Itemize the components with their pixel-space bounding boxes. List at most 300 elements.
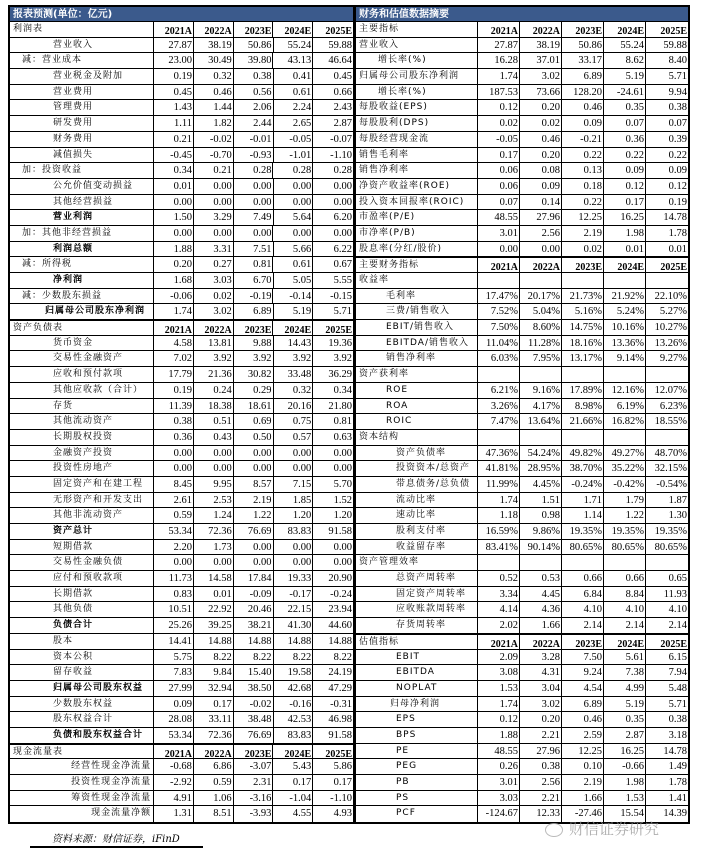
cell-value: 1.53 — [478, 681, 520, 696]
cell-value: 0.00 — [194, 195, 234, 210]
cell-value: 1.41 — [668, 792, 687, 804]
cell-value: 0.00 — [274, 555, 314, 570]
cell-value: 0.00 — [333, 541, 352, 553]
row-label: 应收账款周转率 — [356, 602, 478, 617]
cell-value: 23.94 — [328, 604, 352, 616]
cell-value — [562, 273, 604, 288]
cell-value: 5.64 — [274, 210, 314, 225]
cell-value: 83.83 — [274, 524, 314, 539]
row-label: 营业税金及附加 — [10, 69, 154, 84]
table-row — [356, 650, 688, 666]
table-row — [10, 587, 353, 603]
cell-value: 0.00 — [154, 226, 194, 241]
row-label: 资产负债率 — [356, 446, 478, 461]
cell-value: 4.55 — [273, 806, 313, 822]
source-note: 资料来源：财信证券，iFinD — [52, 834, 180, 845]
row-label: EBITDA/销售收入 — [356, 336, 478, 351]
table-row — [10, 634, 353, 650]
cell-value: 38.19 — [194, 38, 234, 53]
table-row — [10, 665, 353, 681]
cell-value: 0.00 — [520, 242, 562, 257]
cell-value: 0.52 — [478, 571, 520, 586]
cell-value: 0.36 — [154, 430, 194, 445]
section-header-label: 利润表 — [10, 22, 154, 37]
cell-value: 0.32 — [194, 69, 234, 84]
cell-value: 1.74 — [478, 493, 520, 508]
cell-value: 55.24 — [604, 38, 646, 53]
cell-value: 1.24 — [194, 508, 234, 523]
cell-value: 5.04% — [520, 304, 562, 319]
cell-value: 33.11 — [194, 712, 234, 727]
cell-value: 3.02 — [194, 304, 234, 319]
row-label: 应收和预付款项 — [10, 367, 154, 382]
cell-value: 2.59 — [562, 728, 604, 743]
row-label: 公允价值变动损益 — [10, 179, 154, 194]
year-header: 2022A — [520, 258, 562, 272]
cell-value: 3.18 — [668, 729, 687, 741]
row-label: 经营性现金净流量 — [10, 759, 154, 774]
cell-value: -0.05 — [478, 132, 520, 147]
cell-value: -1.10 — [330, 792, 352, 804]
table-row — [10, 367, 353, 383]
cell-value: 1.49 — [668, 761, 687, 773]
cell-value: 8.22 — [194, 650, 234, 665]
cell-value: 14.43 — [274, 336, 314, 351]
forecast-table-title: 报表预测(单位：亿元) — [10, 7, 353, 22]
row-label: 营业费用 — [10, 85, 154, 100]
table-row — [356, 665, 688, 681]
cell-value: 7.94 — [668, 667, 687, 679]
table-row — [356, 414, 688, 430]
cell-value: 22.92 — [194, 602, 234, 617]
cell-value: 15.54 — [604, 806, 646, 822]
section-header-row — [10, 320, 353, 336]
table-row — [356, 100, 688, 116]
cell-value: 91.58 — [328, 526, 352, 537]
cell-value: 0.08 — [520, 163, 562, 178]
cell-value: 11.73 — [154, 571, 194, 586]
cell-value: 43.13 — [273, 53, 313, 68]
cell-value: 18.38 — [194, 399, 234, 414]
cell-value: 21.66% — [562, 414, 604, 429]
cell-value: 18.61 — [234, 399, 274, 414]
cell-value: 9.95 — [194, 477, 234, 492]
cell-value: 0.61 — [274, 85, 314, 100]
cell-value: 14.41 — [154, 634, 194, 649]
cell-value: 0.09 — [668, 165, 687, 177]
cell-value: 0.66 — [604, 571, 646, 586]
table-row — [356, 148, 688, 164]
cell-value: 0.02 — [194, 289, 234, 304]
table-row — [356, 367, 688, 383]
cell-value: 7.49 — [234, 210, 274, 225]
cell-value: 37.01 — [520, 53, 562, 68]
cell-value: 0.22 — [604, 148, 646, 163]
cell-value: 0.00 — [273, 226, 313, 241]
cell-value: 6.86 — [194, 759, 234, 774]
cell-value: 13.81 — [194, 336, 234, 351]
cell-value — [520, 367, 562, 382]
table-row — [356, 383, 688, 399]
cell-value: 0.26 — [478, 759, 520, 774]
cell-value: 0.38 — [668, 714, 687, 726]
cell-value: 0.20 — [154, 257, 194, 272]
row-label: 每股经营现金流 — [356, 132, 478, 147]
table-row — [10, 712, 353, 728]
table-row — [356, 69, 688, 85]
section-header-row — [356, 257, 688, 273]
row-label: 营业收入 — [10, 38, 154, 53]
cell-value: 0.00 — [274, 446, 314, 461]
row-label: 金融资产投资 — [10, 446, 154, 461]
cell-value: 5.19 — [604, 697, 646, 712]
table-row — [356, 493, 688, 509]
cell-value: 1.53 — [604, 791, 646, 806]
row-label: 带息债务/总负债 — [356, 477, 478, 492]
cell-value: 23.00 — [154, 53, 194, 68]
row-label: 货币资金 — [10, 336, 154, 351]
cell-value: 8.45 — [154, 477, 194, 492]
table-row — [356, 289, 688, 305]
cell-value: 50.86 — [234, 38, 274, 53]
cell-value — [562, 367, 604, 382]
cell-value: -3.16 — [234, 791, 274, 806]
cell-value: 18.55% — [654, 416, 687, 428]
cell-value: 49.27% — [604, 446, 646, 461]
cell-value — [604, 555, 646, 570]
table-row — [10, 195, 353, 211]
cell-value: 14.88 — [274, 634, 314, 649]
year-header: 2024E — [273, 22, 313, 37]
cell-value: 6.20 — [333, 212, 352, 224]
cell-value: 7.50% — [478, 320, 520, 335]
cell-value: 2.44 — [234, 116, 274, 131]
cell-value: 5.71 — [668, 71, 687, 83]
cell-value: 4.45 — [520, 587, 562, 602]
cell-value: 83.41% — [478, 540, 520, 555]
cell-value: 28.08 — [154, 712, 194, 727]
cell-value: 0.19 — [154, 383, 194, 398]
cell-value: 0.45 — [333, 71, 352, 83]
cell-value: 2.19 — [562, 775, 604, 790]
table-row — [10, 226, 353, 242]
cell-value: 0.00 — [194, 179, 234, 194]
cell-value: -0.02 — [234, 697, 274, 712]
cell-value: 30.82 — [234, 367, 274, 382]
cell-value: 17.79 — [154, 367, 194, 382]
cell-value: 0.00 — [194, 555, 234, 570]
cell-value: -0.15 — [330, 290, 353, 302]
cell-value: 0.66 — [562, 571, 604, 586]
row-label: 投资资本/总资产 — [356, 461, 478, 476]
cell-value: 49.82% — [562, 446, 604, 461]
cell-value: 5.86 — [333, 761, 352, 773]
cell-value: 25.26 — [154, 618, 194, 633]
cell-value: 46.64 — [328, 55, 353, 67]
cell-value: 48.70% — [654, 447, 687, 459]
cell-value: 8.57 — [234, 477, 274, 492]
cell-value — [562, 555, 604, 570]
cell-value: 0.07 — [478, 195, 520, 210]
cell-value: 2.14 — [604, 618, 646, 633]
cell-value: 20.90 — [328, 573, 352, 585]
table-row — [10, 289, 353, 305]
cell-value: -0.31 — [330, 698, 352, 710]
row-label: 资产管理效率 — [356, 555, 478, 570]
cell-value: 16.82% — [604, 414, 646, 429]
row-label: 增长率(%) — [356, 85, 478, 100]
cell-value: 5.71 — [668, 698, 687, 710]
cell-value: 11.39 — [154, 399, 194, 414]
cell-value: 9.94 — [668, 86, 687, 98]
cell-value: 0.19 — [668, 196, 687, 208]
table-row — [10, 242, 353, 258]
table-row — [10, 351, 353, 367]
row-label: 留存收益 — [10, 665, 154, 680]
cell-value: 14.88 — [328, 635, 352, 647]
cell-value: 48.55 — [478, 210, 520, 225]
cell-value: 20.16 — [274, 399, 314, 414]
cell-value: 1.73 — [194, 540, 234, 555]
cell-value: 2.24 — [274, 100, 314, 115]
cell-value: 0.09 — [562, 116, 604, 131]
cell-value: 0.34 — [333, 384, 352, 396]
cell-value: 2.87 — [604, 728, 646, 743]
table-row — [356, 116, 688, 132]
cell-value: 0.00 — [234, 179, 274, 194]
table-row — [10, 446, 353, 462]
cell-value: 14.75% — [562, 320, 604, 335]
cell-value: 5.75 — [154, 650, 194, 665]
cell-value: 16.59% — [478, 524, 520, 539]
cell-value: 7.51 — [234, 242, 274, 257]
cell-value: 32.15% — [654, 463, 687, 475]
cell-value: 6.84 — [562, 587, 604, 602]
cell-value: 0.45 — [154, 85, 194, 100]
table-row — [356, 775, 688, 791]
table-row — [10, 602, 353, 618]
cell-value: 187.53 — [478, 85, 520, 100]
cell-value: 0.46 — [194, 85, 234, 100]
table-row — [10, 697, 353, 713]
cell-value: 24.19 — [328, 667, 352, 679]
cell-value: 17.89% — [562, 383, 604, 398]
cell-value: -0.07 — [330, 133, 352, 145]
cell-value: 3.92 — [194, 351, 234, 366]
year-header: 2025E — [660, 638, 687, 650]
cell-value: 7.02 — [154, 351, 194, 366]
table-row — [10, 336, 353, 352]
cell-value: -0.06 — [154, 289, 194, 304]
cell-value: 1.78 — [668, 777, 687, 788]
cell-value: 3.26% — [478, 399, 520, 414]
cell-value: 19.35% — [604, 524, 646, 539]
row-label: 股本 — [10, 634, 154, 649]
table-row — [10, 461, 353, 477]
table-row — [10, 430, 353, 446]
year-header: 2024E — [604, 258, 646, 272]
year-header: 2024E — [604, 22, 646, 37]
table-row — [10, 650, 353, 666]
cell-value: 4.10 — [604, 602, 646, 617]
table-row — [10, 728, 353, 744]
cell-value: 13.26% — [654, 337, 687, 349]
year-header: 2022A — [194, 321, 234, 335]
cell-value: 0.34 — [154, 163, 194, 178]
cell-value: -0.93 — [234, 148, 274, 163]
cell-value: 0.02 — [478, 116, 520, 131]
row-label: ROA — [356, 399, 478, 414]
cell-value: 53.34 — [154, 524, 194, 539]
year-header: 2022A — [520, 22, 562, 37]
cell-value: 4.45% — [520, 477, 562, 492]
cell-value: 7.83 — [154, 665, 194, 680]
table-row — [10, 273, 353, 289]
cell-value: 0.81 — [333, 416, 352, 428]
cell-value: 3.01 — [478, 226, 520, 241]
row-label: BPS — [356, 728, 478, 743]
cell-value: 76.69 — [234, 524, 274, 539]
cell-value: 0.17 — [273, 775, 313, 790]
table-row — [10, 100, 353, 116]
cell-value: 53.34 — [154, 728, 194, 743]
row-label: 毛利率 — [356, 289, 478, 304]
cell-value: 3.04 — [520, 681, 562, 696]
table-row — [356, 759, 688, 775]
year-header: 2021A — [478, 22, 520, 37]
year-header: 2023E — [234, 321, 274, 335]
cell-value: 55.24 — [274, 38, 314, 53]
cell-value: 1.43 — [154, 100, 194, 115]
row-label: 净利润 — [10, 273, 154, 288]
row-label: 现金流量净额 — [10, 806, 154, 822]
cell-value: 35.22% — [604, 461, 646, 476]
cell-value: 10.16% — [604, 320, 646, 335]
cell-value: 5.71 — [333, 306, 352, 318]
cell-value: -0.45 — [154, 148, 194, 163]
cell-value: 0.00 — [154, 446, 194, 461]
row-label: 短期借款 — [10, 540, 154, 555]
year-header: 2021A — [478, 635, 520, 649]
year-header: 2021A — [154, 22, 194, 37]
cell-value: 20.46 — [234, 602, 274, 617]
cell-value: 20.17% — [520, 289, 562, 304]
cell-value: 1.22 — [604, 508, 646, 523]
cell-value: 11.04% — [478, 336, 520, 351]
row-label: 研发费用 — [10, 116, 154, 131]
cell-value: 1.87 — [668, 494, 687, 506]
cell-value: 0.01 — [604, 242, 646, 257]
cell-value: 0.59 — [154, 508, 194, 523]
table-row — [356, 540, 688, 556]
cell-value: 0.29 — [234, 383, 274, 398]
cell-value: 27.87 — [154, 38, 194, 53]
cell-value: 17.84 — [234, 571, 274, 586]
cell-value: -0.42% — [604, 477, 646, 492]
cell-value: 0.00 — [194, 461, 234, 476]
cell-value: 13.36% — [604, 336, 646, 351]
year-header: 2023E — [234, 745, 274, 759]
cell-value: 13.64% — [520, 414, 562, 429]
cell-value: -0.05 — [274, 132, 314, 147]
cell-value: 0.00 — [194, 446, 234, 461]
cell-value — [478, 367, 520, 382]
cell-value: -0.54% — [656, 478, 687, 490]
row-label: 筹资性现金净流量 — [10, 791, 154, 806]
cell-value: 3.28 — [520, 650, 562, 665]
cell-value: 0.00 — [274, 540, 314, 555]
table-row — [10, 759, 353, 775]
cell-value: -0.24% — [562, 477, 604, 492]
cell-value: 0.01 — [154, 179, 194, 194]
cell-value: 0.75 — [274, 414, 314, 429]
cell-value: 0.00 — [333, 447, 352, 459]
cell-value: 11.93 — [663, 588, 687, 600]
cell-value: 4.10 — [668, 604, 687, 616]
table-row — [356, 712, 688, 728]
cell-value: -24.61 — [604, 85, 646, 100]
cell-value: 80.65% — [562, 540, 604, 555]
cell-value: 0.00 — [234, 461, 274, 476]
cell-value: 3.02 — [520, 697, 562, 712]
cell-value: 2.61 — [154, 493, 194, 508]
cell-value: 21.73% — [562, 289, 604, 304]
cell-value: 72.36 — [194, 524, 234, 539]
cell-value: 0.20 — [520, 148, 562, 163]
section-header-row — [10, 744, 353, 760]
cell-value: 0.98 — [520, 508, 562, 523]
table-row — [10, 116, 353, 132]
row-label: PCF — [356, 806, 478, 822]
cell-value: 9.84 — [194, 665, 234, 680]
section-header-label: 资产负债表 — [10, 321, 154, 335]
cell-value: -3.93 — [234, 806, 274, 822]
table-row — [356, 304, 688, 320]
cell-value: 4.17% — [520, 399, 562, 414]
cell-value: 12.25 — [562, 210, 604, 225]
year-header: 2022A — [194, 22, 234, 37]
cell-value: 1.85 — [274, 493, 314, 508]
cell-value: 0.17 — [194, 697, 234, 712]
financial-summary-table — [355, 5, 690, 824]
cell-value: 0.46 — [562, 100, 604, 115]
table-row — [10, 524, 353, 540]
row-label: PB — [356, 775, 478, 790]
year-header: 2025E — [325, 748, 352, 760]
cell-value: 0.00 — [274, 461, 314, 476]
cell-value: 0.12 — [604, 179, 646, 194]
cell-value: 8.62 — [604, 53, 646, 68]
table-row — [10, 681, 353, 697]
cell-value: -1.10 — [330, 149, 352, 161]
section-header-label: 主要财务指标 — [356, 258, 478, 272]
cell-value: 8.22 — [234, 650, 274, 665]
table-row — [10, 257, 353, 273]
row-label: EBITDA — [356, 665, 478, 680]
cell-value: 2.02 — [478, 618, 520, 633]
table-row — [356, 728, 688, 744]
cell-value: 3.08 — [478, 665, 520, 680]
cell-value: 38.70% — [562, 461, 604, 476]
cell-value: -2.92 — [154, 775, 194, 790]
cell-value: -1.01 — [274, 148, 314, 163]
cell-value: 90.14% — [520, 540, 562, 555]
cell-value: 5.19 — [274, 304, 314, 319]
cell-value: -0.14 — [273, 289, 313, 304]
cell-value: -0.19 — [234, 289, 274, 304]
cell-value: 1.30 — [668, 510, 687, 522]
row-label: 归属母公司股东净利润 — [356, 69, 478, 84]
